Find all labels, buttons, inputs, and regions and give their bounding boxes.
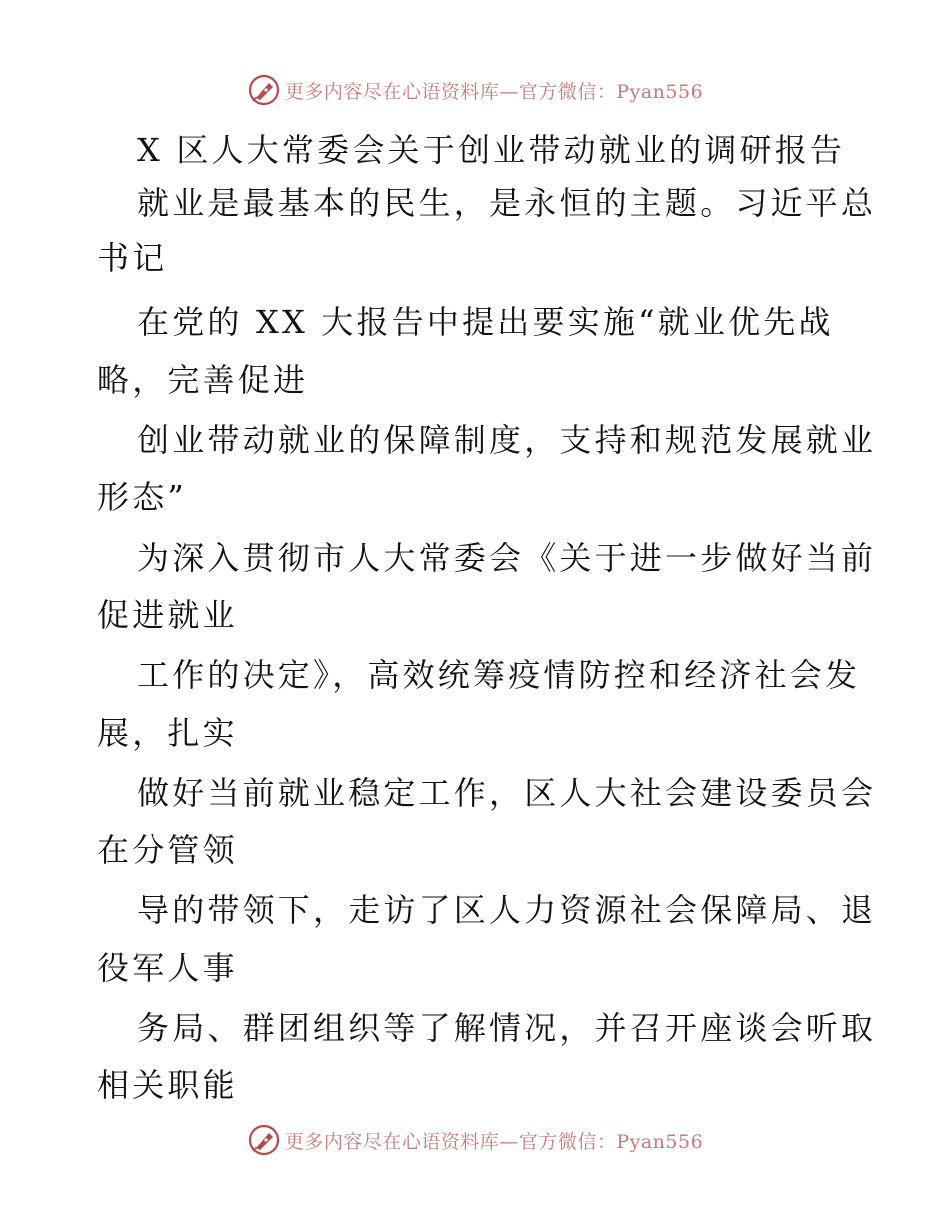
paragraph-line: 相关职能 [97, 1066, 238, 1104]
footer-watermark-banner [0, 1120, 950, 1160]
header-watermark-banner [0, 70, 950, 110]
paragraph-line: 就业是最基本的民生，是永恒的主题。习近平总 [137, 184, 877, 222]
paragraph-line: 做好当前就业稳定工作，区人大社会建设委员会 [137, 774, 877, 812]
watermark-text: 更多内容尽在心语资料库—官方微信：Pyan556 [284, 80, 704, 103]
paragraph-line: 役军人事 [97, 949, 238, 987]
paragraph-line: 在党的 XX 大报告中提出要实施“就业优先战 [137, 303, 834, 341]
fountain-pen-logo-icon [247, 1123, 281, 1157]
fountain-pen-logo-icon [247, 73, 281, 107]
document-title: X 区人大常委会关于创业带动就业的调研报告 [137, 131, 846, 169]
paragraph-line: 在分管领 [97, 831, 238, 869]
paragraph-line: 工作的决定》，高效统筹疫情防控和经济社会发 [137, 656, 861, 694]
paragraph-line: 导的带领下，走访了区人力资源社会保障局、退 [137, 891, 877, 929]
paragraph-line: 展，扎实 [97, 714, 238, 752]
paragraph-line: 书记 [97, 239, 168, 277]
paragraph-line: 促进就业 [97, 596, 238, 634]
paragraph-line: 务局、群团组织等了解情况，并召开座谈会听取 [137, 1009, 877, 1047]
paragraph-line: 为深入贯彻市人大常委会《关于进一步做好当前 [137, 539, 877, 577]
paragraph-line: 略，完善促进 [97, 361, 309, 399]
paragraph-line: 创业带动就业的保障制度，支持和规范发展就业 [137, 421, 877, 459]
paragraph-line: 形态” [97, 478, 187, 516]
watermark-text: 更多内容尽在心语资料库—官方微信：Pyan556 [284, 1130, 704, 1153]
